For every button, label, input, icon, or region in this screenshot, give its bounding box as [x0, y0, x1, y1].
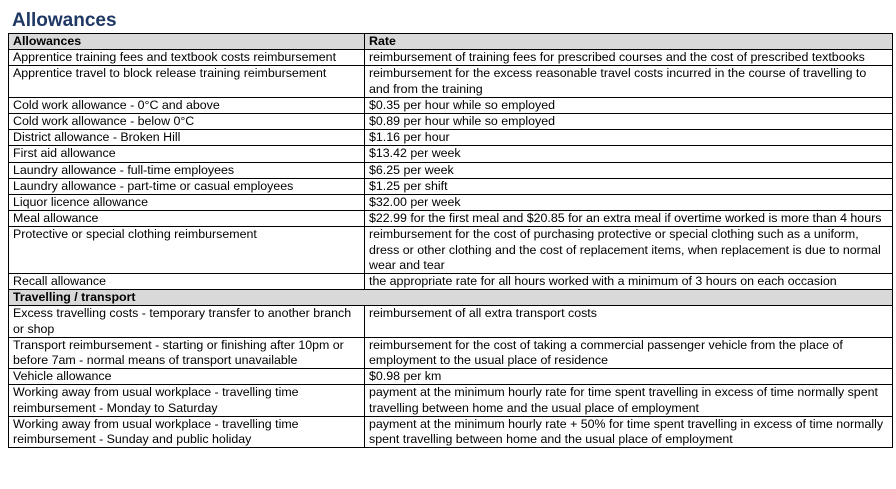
allowance-name-cell: Laundry allowance - full-time employees: [9, 162, 365, 178]
allowance-rate-cell: $13.42 per week: [365, 146, 893, 162]
allowance-rate-cell: $22.99 for the first meal and $20.85 for an extra meal if overtime worked is more than 4 hours: [365, 211, 893, 227]
allowance-name-cell: Working away from usual workplace - travelling time reimbursement - Sunday and public holiday: [9, 416, 365, 447]
allowance-name-cell: First aid allowance: [9, 146, 365, 162]
table-row: [9, 97, 893, 113]
section-header-row: [9, 290, 893, 306]
allowance-rate-cell: $0.89 per hour while so employed: [365, 114, 893, 130]
allowance-name-cell: Recall allowance: [9, 274, 365, 290]
allowance-rate-cell: $1.25 per shift: [365, 178, 893, 194]
table-row: [9, 274, 893, 290]
allowance-rate-cell: $0.35 per hour while so employed: [365, 97, 893, 113]
section-title-travelling: Travelling / transport: [9, 290, 893, 306]
allowance-name-cell: Cold work allowance - 0°C and above: [9, 97, 365, 113]
allowance-name-cell: Excess travelling costs - temporary transfer to another branch or shop: [9, 306, 365, 337]
allowance-name-cell: Working away from usual workplace - travelling time reimbursement - Monday to Saturday: [9, 385, 365, 416]
table-row: [9, 146, 893, 162]
allowance-name-cell: Apprentice travel to block release training reimbursement: [9, 66, 365, 97]
allowance-rate-cell: payment at the minimum hourly rate for time spent travelling in excess of time normally spent travelling between home and the usual place of employment: [365, 385, 893, 416]
table-row: [9, 50, 893, 66]
allowance-name-cell: Meal allowance: [9, 211, 365, 227]
allowances-table-body: [9, 34, 893, 448]
table-row: [9, 195, 893, 211]
table-row: [9, 162, 893, 178]
table-row: [9, 66, 893, 97]
table-row: [9, 114, 893, 130]
allowance-rate-cell: the appropriate rate for all hours worked with a minimum of 3 hours on each occasion: [365, 274, 893, 290]
allowance-name-cell: Protective or special clothing reimbursement: [9, 227, 365, 274]
table-row: [9, 369, 893, 385]
allowance-name-cell: Transport reimbursement - starting or finishing after 10pm or before 7am - normal means of transport unavailable: [9, 337, 365, 368]
table-row: [9, 416, 893, 447]
allowance-name-cell: Liquor licence allowance: [9, 195, 365, 211]
allowance-rate-cell: payment at the minimum hourly rate + 50% for time spent travelling in excess of time normally spent travelling between home and the usual place of employment: [365, 416, 893, 447]
allowance-rate-cell: $1.16 per hour: [365, 130, 893, 146]
allowance-rate-cell: reimbursement for the cost of purchasing protective or special clothing such as a uniform, dress or other clothing and the cost of replacement items, when replacement is due to normal wear and tear: [365, 227, 893, 274]
allowance-rate-cell: $32.00 per week: [365, 195, 893, 211]
table-row: [9, 385, 893, 416]
table-row: [9, 178, 893, 194]
allowance-rate-cell: $6.25 per week: [365, 162, 893, 178]
allowance-name-cell: Laundry allowance - part-time or casual employees: [9, 178, 365, 194]
page-title: Allowances: [12, 10, 117, 31]
table-row: [9, 211, 893, 227]
table-row: [9, 306, 893, 337]
allowance-name-cell: Apprentice training fees and textbook costs reimbursement: [9, 50, 365, 66]
allowance-rate-cell: reimbursement of training fees for prescribed courses and the cost of prescribed textbooks: [365, 50, 893, 66]
allowance-name-cell: District allowance - Broken Hill: [9, 130, 365, 146]
table-row: [9, 227, 893, 274]
allowances-table: [8, 33, 893, 448]
allowance-rate-cell: $0.98 per km: [365, 369, 893, 385]
table-row: [9, 130, 893, 146]
allowance-rate-cell: reimbursement for the excess reasonable travel costs incurred in the course of travelling to and from the training: [365, 66, 893, 97]
table-header-row: [9, 34, 893, 50]
table-row: [9, 337, 893, 368]
column-header-rate: Rate: [365, 34, 893, 50]
allowance-name-cell: Vehicle allowance: [9, 369, 365, 385]
allowance-rate-cell: reimbursement for the cost of taking a commercial passenger vehicle from the place of employment to the usual place of residence: [365, 337, 893, 368]
allowance-name-cell: Cold work allowance - below 0°C: [9, 114, 365, 130]
column-header-allowances: Allowances: [9, 34, 365, 50]
allowance-rate-cell: reimbursement of all extra transport costs: [365, 306, 893, 337]
